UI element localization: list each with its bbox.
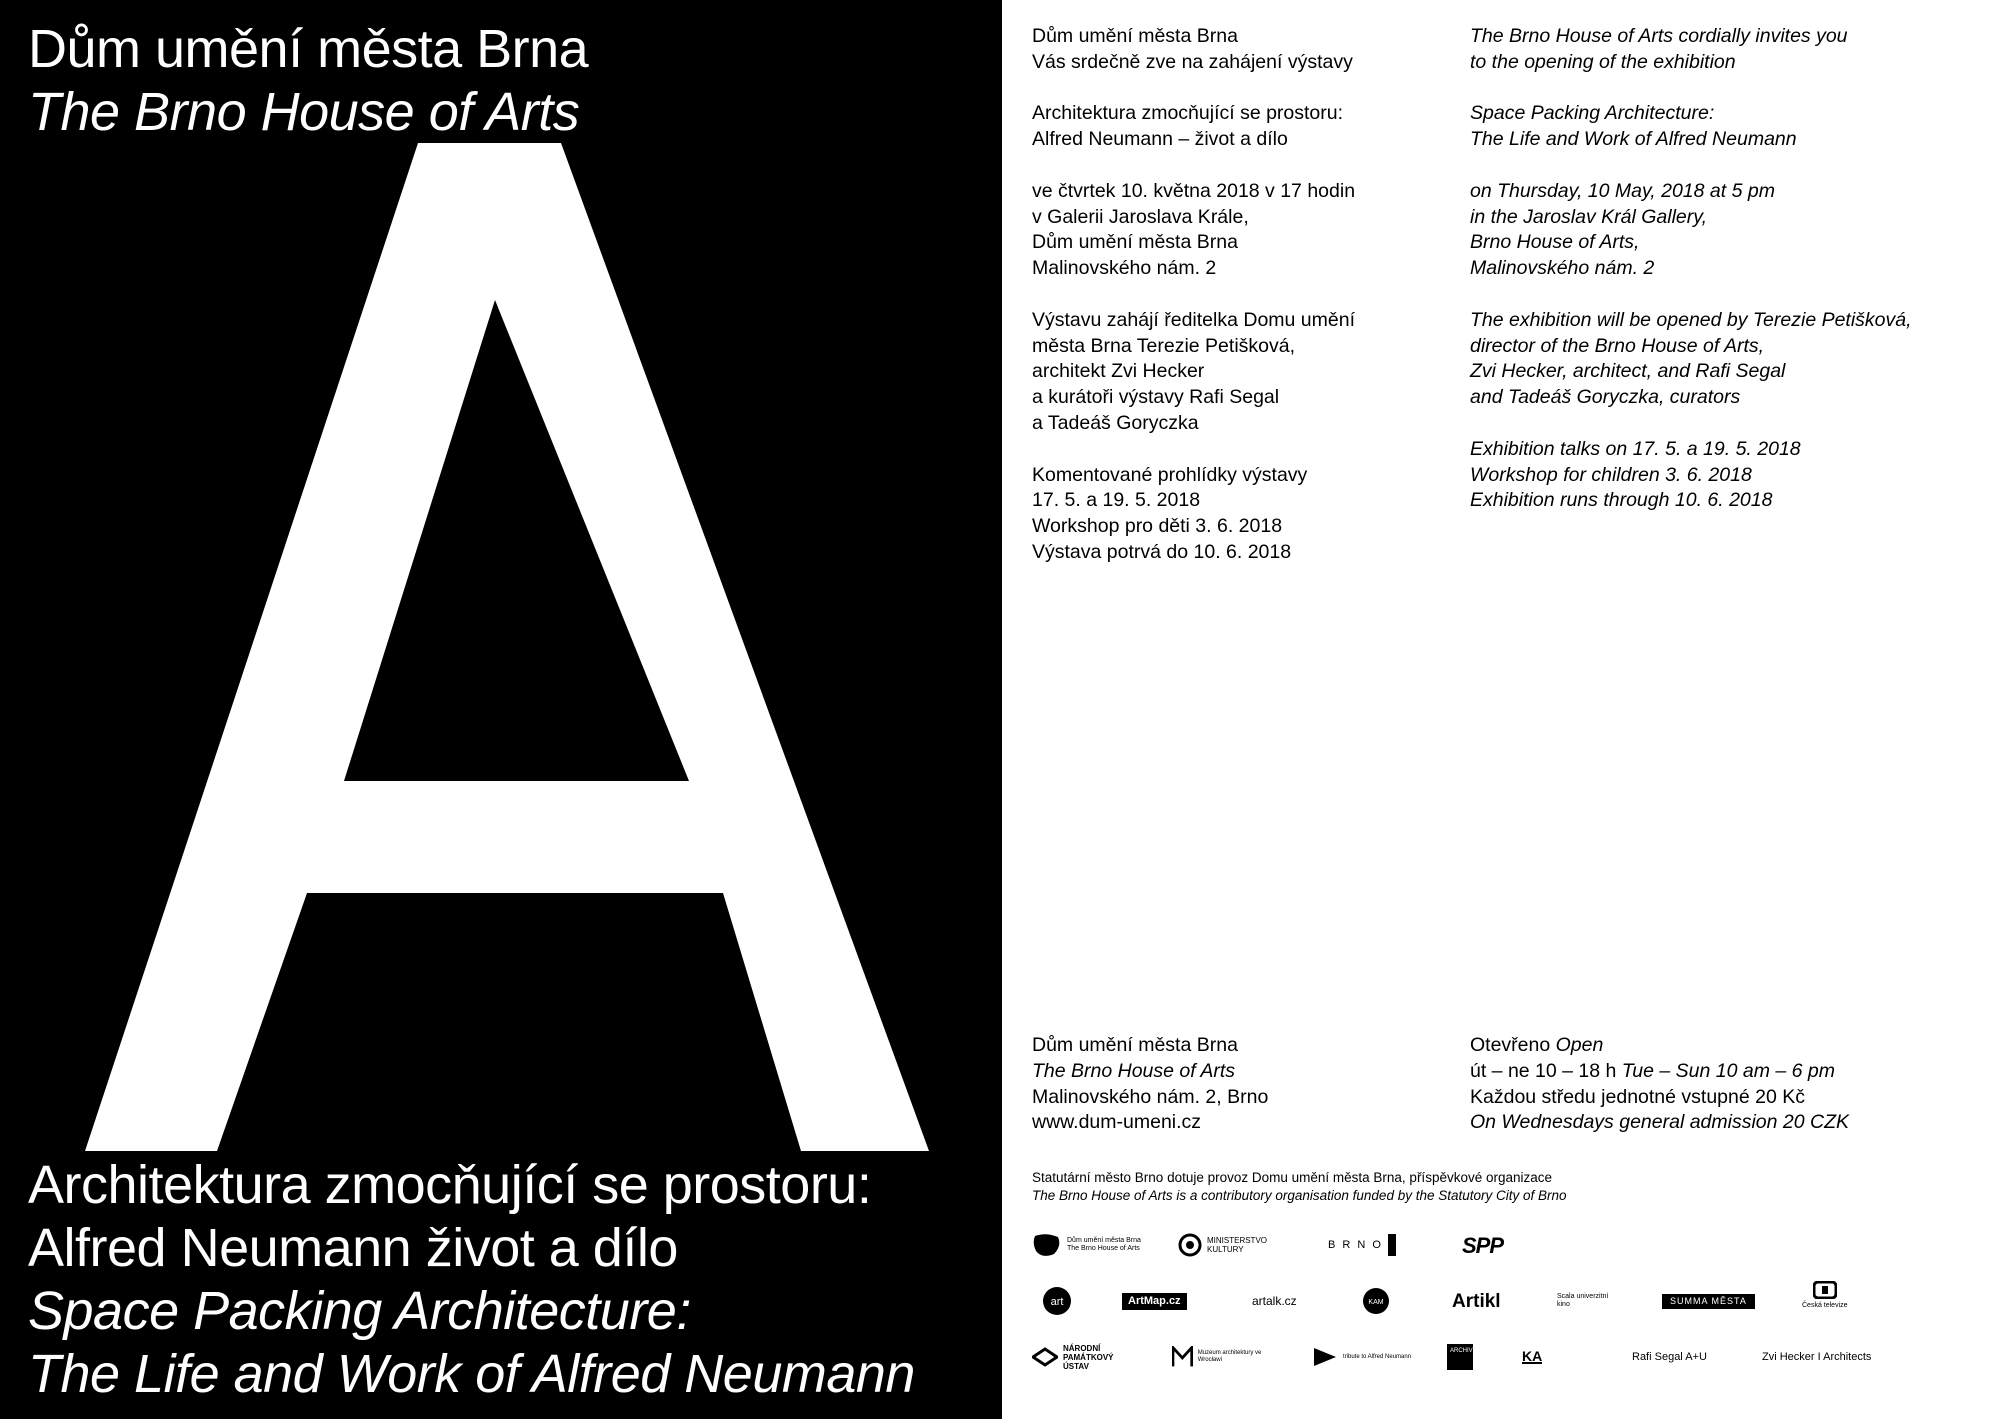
address-street: Malinovského nám. 2, Brno xyxy=(1032,1085,1269,1108)
logo-summa xyxy=(1662,1281,1755,1321)
exhibition-title xyxy=(28,1154,915,1406)
line: The Life and Work of Alfred Neumann xyxy=(1470,128,1797,151)
logo-text: Zvi Hecker I Architects xyxy=(1762,1350,1872,1363)
line: a kurátoři výstavy Rafi Segal xyxy=(1032,386,1280,409)
logo-tribute xyxy=(1312,1337,1412,1377)
logo-dum-umeni xyxy=(1032,1225,1141,1265)
logo-artalk xyxy=(1252,1281,1297,1321)
logo-text: ÚSTAV xyxy=(1063,1361,1089,1371)
logo-ceska-televize xyxy=(1802,1281,1848,1321)
npu-logo-icon xyxy=(1032,1347,1058,1367)
line: The Brno House of Arts cordially invites you xyxy=(1470,25,1848,47)
line: The exhibition will be opened by Terezie Petišková, xyxy=(1470,308,1912,331)
tribute-logo-icon xyxy=(1312,1344,1338,1370)
line: architekt Zvi Hecker xyxy=(1032,360,1205,383)
logo-row xyxy=(1032,1225,1972,1281)
line: Komentované prohlídky výstavy xyxy=(1032,463,1308,486)
ct-logo-icon xyxy=(1813,1281,1837,1299)
paragraph xyxy=(1032,463,1355,566)
paragraph xyxy=(1470,24,1912,76)
dum-umeni-logo-icon xyxy=(1032,1232,1062,1258)
logo-text: KULTURY xyxy=(1207,1245,1244,1254)
open-label-cz: Otevřeno xyxy=(1470,1034,1551,1056)
logo-npu xyxy=(1032,1337,1114,1377)
line: Dům umění města Brna xyxy=(1032,231,1238,254)
line: in the Jaroslav Král Gallery, xyxy=(1470,205,1707,228)
paragraph xyxy=(1032,101,1355,153)
line: Exhibition runs through 10. 6. 2018 xyxy=(1470,489,1773,512)
website-link[interactable]: www.dum-umeni.cz xyxy=(1032,1111,1202,1134)
logo-text: ARCHIV xyxy=(1447,1344,1473,1370)
logo-text: SPP xyxy=(1462,1232,1504,1258)
line: Workshop pro děti 3. 6. 2018 xyxy=(1032,515,1283,538)
line: Malinovského nám. 2 xyxy=(1470,257,1655,280)
logo-row xyxy=(1032,1337,1972,1393)
line: Vás srdečně zve na zahájení výstavy xyxy=(1032,50,1353,73)
logo-text: Česká televize xyxy=(1802,1302,1848,1309)
logo-ka xyxy=(1522,1337,1542,1377)
logo-text: Rafi Segal A+U xyxy=(1632,1350,1707,1363)
logo-archiv xyxy=(1447,1337,1473,1377)
line: ve čtvrtek 10. května 2018 v 17 hodin xyxy=(1032,179,1356,202)
svg-text:art: art xyxy=(1050,1296,1064,1308)
opening-hours xyxy=(1470,1033,1849,1136)
paragraph xyxy=(1470,308,1912,411)
logo-kam xyxy=(1362,1281,1390,1321)
paragraph xyxy=(1032,308,1355,437)
line: Dům umění města Brna xyxy=(1032,25,1238,47)
line: Výstavu zahájí ředitelka Domu umění xyxy=(1032,308,1355,331)
hours-en: Tue – Sun 10 am – 6 pm xyxy=(1621,1059,1835,1082)
open-label-en: Open xyxy=(1555,1034,1604,1056)
title-en: The Brno House of Arts xyxy=(28,82,580,142)
logo-ministerstvo xyxy=(1178,1225,1267,1265)
logo-text: The Brno House of Arts xyxy=(1067,1245,1140,1252)
logo-text: tribute to Alfred Neumann xyxy=(1343,1353,1412,1360)
address-name-cz: Dům umění města Brna xyxy=(1032,1034,1238,1056)
admission-en: On Wednesdays general admission 20 CZK xyxy=(1470,1111,1850,1134)
logo-text: Dům umění města Brna xyxy=(1067,1237,1141,1244)
paragraph xyxy=(1032,24,1355,76)
logo-text: PAMÁTKOVÝ xyxy=(1063,1352,1114,1362)
line: a Tadeáš Goryczka xyxy=(1032,411,1199,434)
logo-spp xyxy=(1462,1225,1503,1265)
admission-cz: Každou středu jednotné vstupné 20 Kč xyxy=(1470,1085,1805,1108)
line: v Galerii Jaroslava Krále, xyxy=(1032,205,1249,228)
line: Zvi Hecker, architect, and Rafi Segal xyxy=(1470,360,1786,383)
logo-text: SUMMA MĚSTA xyxy=(1662,1294,1755,1309)
exhibition-en-line2: The Life and Work of Alfred Neumann xyxy=(28,1344,915,1404)
logo-text: NÁRODNÍ xyxy=(1063,1343,1101,1353)
line: Workshop for children 3. 6. 2018 xyxy=(1470,463,1752,486)
invitation-panel xyxy=(1002,0,2000,1419)
svg-text:KAM: KAM xyxy=(1368,1299,1384,1306)
exhibition-cz-line2: Alfred Neumann život a dílo xyxy=(28,1218,678,1278)
logo-brno xyxy=(1328,1225,1396,1265)
line: Malinovského nám. 2 xyxy=(1032,257,1217,280)
title-cz: Dům umění města Brna xyxy=(28,19,589,79)
exhibition-cz-line1: Architektura zmocňující se prostoru: xyxy=(28,1155,872,1215)
line: to the opening of the exhibition xyxy=(1470,50,1736,73)
exhibition-en-line1: Space Packing Architecture: xyxy=(28,1281,691,1341)
logo-text: MINISTERSTVO xyxy=(1207,1236,1268,1245)
logo-text: B R N O xyxy=(1328,1238,1383,1251)
line: Alfred Neumann – život a dílo xyxy=(1032,128,1288,151)
kam-logo-icon xyxy=(1362,1287,1390,1315)
funding-cz: Statutární město Brno dotuje provoz Domu umění města Brna, příspěvkové organizace xyxy=(1032,1170,1553,1185)
funding-note xyxy=(1032,1169,1567,1205)
logo-mua xyxy=(1172,1337,1282,1377)
address-name-en: The Brno House of Arts xyxy=(1032,1059,1236,1082)
logo-text: Artikl xyxy=(1452,1290,1501,1312)
paragraph xyxy=(1032,179,1355,282)
logo-zvi-hecker xyxy=(1762,1337,1871,1377)
address-block xyxy=(1032,1033,1268,1136)
line: Architektura zmocňující se prostoru: xyxy=(1032,102,1344,125)
logo-artikl xyxy=(1452,1281,1501,1321)
logo-art xyxy=(1042,1281,1072,1321)
partner-logos xyxy=(1032,1225,1972,1393)
invitation-cz xyxy=(1032,24,1355,566)
funding-en: The Brno House of Arts is a contributory organisation funded by the Statutory City of Brno xyxy=(1032,1188,1567,1203)
logo-rafi-segal xyxy=(1632,1337,1707,1377)
logo-text: artalk.cz xyxy=(1252,1293,1297,1308)
logo-artmap xyxy=(1122,1281,1187,1321)
logo-scala xyxy=(1557,1281,1617,1321)
logo-row xyxy=(1032,1281,1972,1337)
line: města Brna Terezie Petišková, xyxy=(1032,334,1296,357)
line: and Tadeáš Goryczka, curators xyxy=(1470,386,1741,409)
mua-logo-icon xyxy=(1172,1346,1193,1368)
line: director of the Brno House of Arts, xyxy=(1470,334,1765,357)
brno-logo-icon xyxy=(1388,1234,1396,1256)
ministerstvo-logo-icon xyxy=(1178,1233,1202,1257)
line: Výstava potrvá do 10. 6. 2018 xyxy=(1032,540,1292,563)
logo-text: ArtMap.cz xyxy=(1122,1293,1187,1310)
line: Exhibition talks on 17. 5. a 19. 5. 2018 xyxy=(1470,437,1801,460)
line: Space Packing Architecture: xyxy=(1470,102,1715,125)
paragraph xyxy=(1470,179,1912,282)
logo-text: KA xyxy=(1522,1347,1543,1364)
logo-text: Scala univerzitní kino xyxy=(1557,1293,1609,1308)
line: on Thursday, 10 May, 2018 at 5 pm xyxy=(1470,179,1775,202)
hours-cz: út – ne 10 – 18 h xyxy=(1470,1059,1617,1082)
logo-text: Muzeum architektury ve Wrocławi xyxy=(1197,1350,1262,1363)
line: Brno House of Arts, xyxy=(1470,231,1640,254)
paragraph xyxy=(1470,437,1912,514)
paragraph xyxy=(1470,101,1912,153)
art-logo-icon xyxy=(1042,1286,1072,1316)
invitation-en xyxy=(1470,24,1912,514)
line: 17. 5. a 19. 5. 2018 xyxy=(1032,489,1201,512)
